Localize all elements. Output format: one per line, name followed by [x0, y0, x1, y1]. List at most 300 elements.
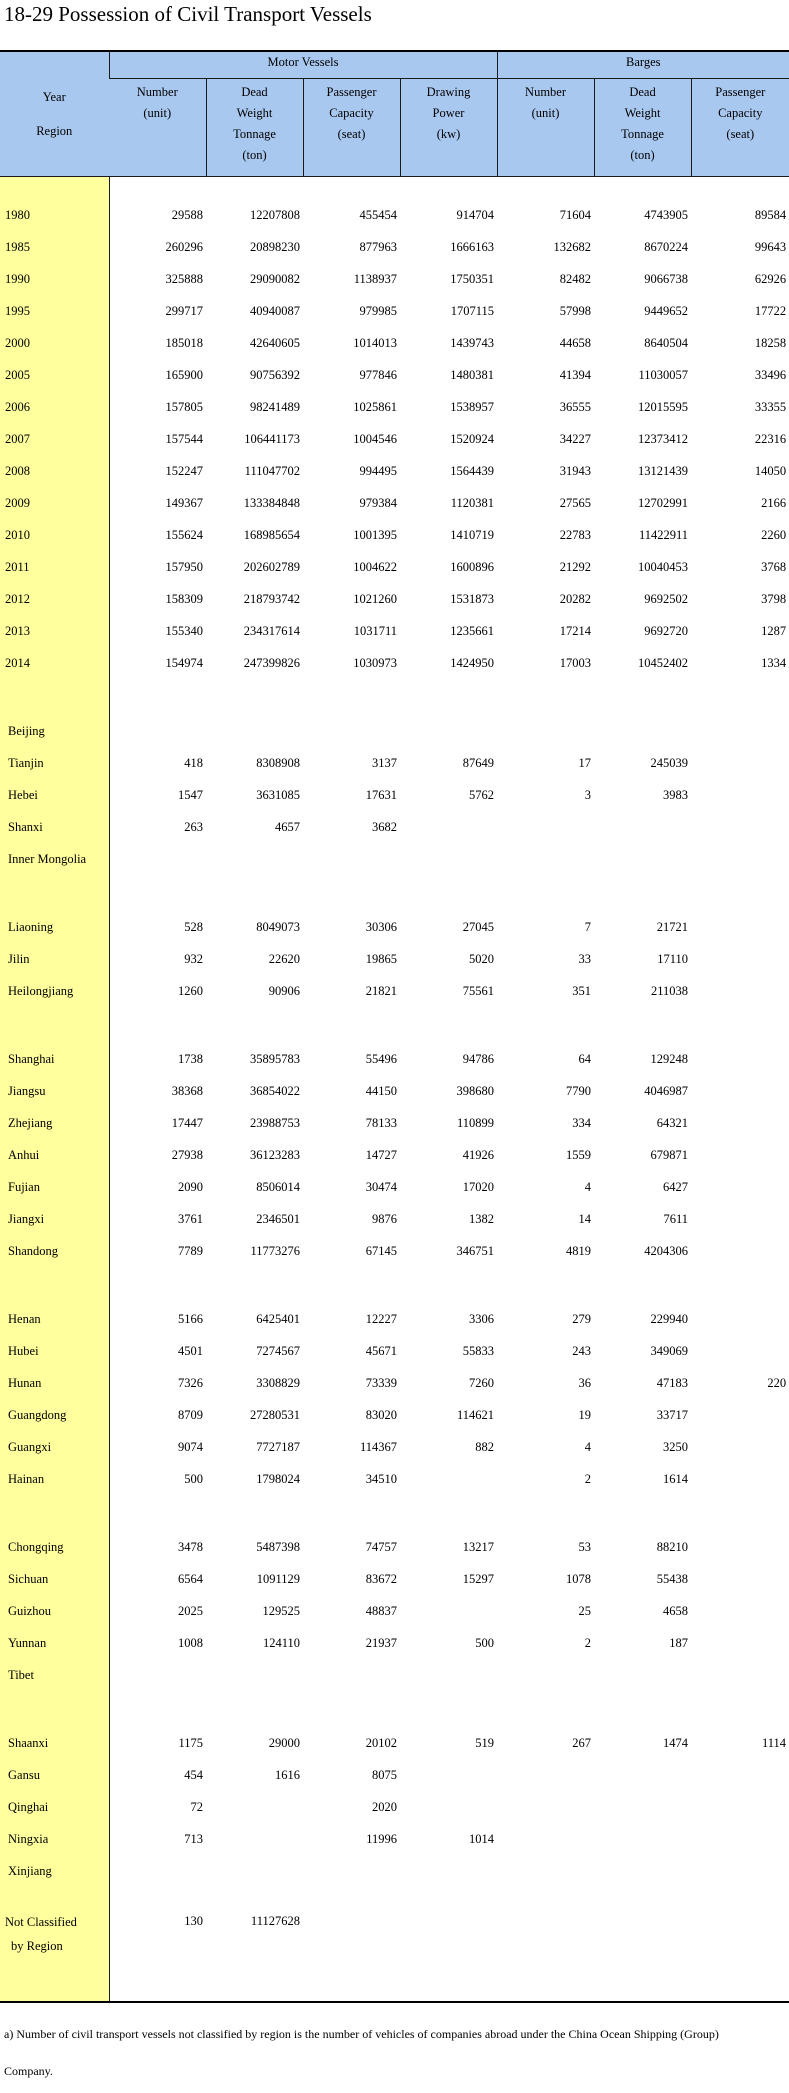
value-cell: 11127628: [250, 1914, 300, 1928]
value-cell: [206, 1659, 303, 1691]
value-cell: 243: [572, 1344, 592, 1358]
column-header-line: Tonnage: [233, 127, 276, 141]
row-label: Chongqing: [0, 1531, 109, 1563]
column-header-line: (ton): [242, 148, 267, 162]
spacer-cell: [594, 679, 691, 715]
row-label: 2014: [0, 647, 109, 679]
column-header-line: (ton): [630, 148, 655, 162]
value-cell: 14727: [365, 1148, 397, 1162]
value-cell: 149367: [165, 496, 203, 510]
value-cell: 877963: [359, 240, 397, 254]
year-row: [0, 391, 789, 423]
value-cell: 5020: [469, 952, 495, 966]
value-cell: [691, 1595, 789, 1627]
row-label: [0, 1909, 109, 1959]
value-cell: [497, 1855, 594, 1887]
value-cell: 67145: [365, 1244, 397, 1258]
value-cell: 1520924: [450, 432, 495, 446]
value-cell: 679871: [650, 1148, 689, 1162]
value-cell: [400, 1855, 497, 1887]
spacer-cell: [691, 1495, 789, 1531]
value-cell: 1559: [566, 1148, 592, 1162]
value-cell: 1564439: [450, 464, 495, 478]
value-cell: 11996: [366, 1832, 397, 1846]
value-cell: 20282: [559, 592, 592, 606]
value-cell: [109, 1659, 206, 1691]
value-cell: 62926: [754, 272, 787, 286]
value-cell: 15297: [462, 1572, 495, 1586]
spacer-cell: [691, 177, 789, 200]
value-cell: 17214: [559, 624, 592, 638]
spacer-cell: [691, 1959, 789, 2002]
spacer-cell: [206, 1495, 303, 1531]
column-header-line: Drawing: [426, 85, 471, 99]
spacer-cell: [691, 1267, 789, 1303]
row-label: Ningxia: [0, 1823, 109, 1855]
value-cell: 10452402: [638, 656, 689, 670]
value-cell: 22620: [268, 952, 300, 966]
value-cell: 4204306: [644, 1244, 689, 1258]
column-header: [109, 79, 206, 177]
region-row: [0, 779, 789, 811]
value-cell: 6427: [663, 1180, 689, 1194]
value-cell: [691, 1791, 789, 1823]
value-cell: [497, 1659, 594, 1691]
value-cell: [594, 1791, 691, 1823]
year-row: [0, 455, 789, 487]
spacer-label-cell: [0, 1007, 109, 1043]
spacer-cell: [109, 1495, 206, 1531]
row-label: 1990: [0, 263, 109, 295]
value-cell: 8308908: [256, 756, 300, 770]
value-cell: 8075: [372, 1768, 397, 1782]
value-cell: 7611: [663, 1212, 689, 1226]
value-cell: 29090082: [250, 272, 300, 286]
spacer-cell: [497, 679, 594, 715]
region-row: [0, 1171, 789, 1203]
value-cell: [497, 843, 594, 875]
spacer-cell: [400, 875, 497, 911]
value-cell: [594, 1659, 691, 1691]
value-cell: 4819: [566, 1244, 592, 1258]
region-row: [0, 1727, 789, 1759]
spacer-cell: [691, 1887, 789, 1909]
value-cell: 2260: [761, 528, 787, 542]
row-label: 2007: [0, 423, 109, 455]
spacer-row: [0, 1267, 789, 1303]
spacer-cell: [594, 1007, 691, 1043]
spacer-cell: [497, 875, 594, 911]
value-cell: 44658: [559, 336, 592, 350]
value-cell: 14: [578, 1212, 592, 1226]
row-label: Hunan: [0, 1367, 109, 1399]
spacer-cell: [206, 679, 303, 715]
value-cell: [691, 1399, 789, 1431]
value-cell: 994495: [359, 464, 397, 478]
region-row: [0, 1855, 789, 1887]
spacer-cell: [206, 1691, 303, 1727]
value-cell: [303, 1659, 400, 1691]
row-label: Hebei: [0, 779, 109, 811]
region-row: [0, 1431, 789, 1463]
value-cell: 1008: [178, 1636, 203, 1650]
spacer-cell: [303, 1691, 400, 1727]
value-cell: 20898230: [250, 240, 300, 254]
spacer-cell: [109, 1007, 206, 1043]
value-cell: 90756392: [250, 368, 300, 382]
value-cell: 17110: [657, 952, 689, 966]
spacer-cell: [400, 1959, 497, 2002]
value-cell: [594, 715, 691, 747]
value-cell: 152247: [165, 464, 203, 478]
value-cell: [691, 1075, 789, 1107]
value-cell: 187: [669, 1636, 689, 1650]
value-cell: [400, 1659, 497, 1691]
value-cell: 19865: [365, 952, 397, 966]
value-cell: 21292: [559, 560, 592, 574]
value-cell: [303, 715, 400, 747]
value-cell: 36854022: [250, 1084, 300, 1098]
value-cell: 4501: [178, 1344, 203, 1358]
value-cell: 27938: [171, 1148, 203, 1162]
spacer-cell: [400, 1267, 497, 1303]
value-cell: [206, 1791, 303, 1823]
value-cell: 21821: [365, 984, 397, 998]
value-cell: [691, 1563, 789, 1595]
footnote-line-1: a) Number of civil transport vessels not classified by region is the number of vehicles of companies abroad under the China Ocean Shipping (Group): [4, 2027, 719, 2041]
value-cell: [691, 1823, 789, 1855]
spacer-cell: [594, 1691, 691, 1727]
spacer-cell: [400, 1495, 497, 1531]
value-cell: 40940087: [250, 304, 300, 318]
row-label: Sichuan: [0, 1563, 109, 1595]
value-cell: 14050: [754, 464, 787, 478]
value-cell: 528: [184, 920, 203, 934]
value-cell: [400, 1759, 497, 1791]
value-cell: 8049073: [256, 920, 300, 934]
value-cell: 3798: [761, 592, 787, 606]
value-cell: 7: [584, 920, 592, 934]
value-cell: 1547: [178, 788, 203, 802]
spacer-cell: [109, 177, 206, 200]
spacer-cell: [109, 1887, 206, 1909]
value-cell: 12702991: [638, 496, 689, 510]
column-header: [206, 79, 303, 177]
region-row: [0, 1791, 789, 1823]
spacer-cell: [400, 177, 497, 200]
value-cell: 1114: [761, 1736, 787, 1750]
value-cell: 30474: [365, 1180, 397, 1194]
spacer-cell: [400, 1887, 497, 1909]
value-cell: [594, 1759, 691, 1791]
value-cell: 29588: [171, 208, 203, 222]
column-header-line: Capacity: [718, 106, 763, 120]
value-cell: 158309: [165, 592, 203, 606]
value-cell: 94786: [462, 1052, 495, 1066]
row-label: Xinjiang: [0, 1855, 109, 1887]
spacer-cell: [303, 679, 400, 715]
value-cell: 2: [584, 1636, 592, 1650]
value-cell: 7274567: [256, 1344, 300, 1358]
spacer-cell: [497, 1691, 594, 1727]
value-cell: 11422911: [638, 528, 689, 542]
region-row: [0, 1759, 789, 1791]
value-cell: 1030973: [353, 656, 397, 670]
value-cell: [497, 1823, 594, 1855]
value-cell: 1666163: [450, 240, 495, 254]
column-header-line: Number: [525, 85, 567, 99]
value-cell: 90906: [268, 984, 300, 998]
value-cell: 263: [184, 820, 203, 834]
row-label: 1985: [0, 231, 109, 263]
row-label: Anhui: [0, 1139, 109, 1171]
row-label: Gansu: [0, 1759, 109, 1791]
column-header-line: Number: [136, 85, 178, 99]
value-cell: 4046987: [644, 1084, 689, 1098]
value-cell: 1014: [469, 1832, 495, 1846]
header-corner-region: Region: [36, 124, 73, 138]
value-cell: 53: [578, 1540, 592, 1554]
header-corner-year: Year: [42, 90, 66, 104]
region-row: [0, 811, 789, 843]
spacer-cell: [303, 1007, 400, 1043]
value-cell: [594, 1855, 691, 1887]
year-row: [0, 423, 789, 455]
value-cell: 3983: [663, 788, 689, 802]
value-cell: 129248: [650, 1052, 689, 1066]
value-cell: 42640605: [250, 336, 300, 350]
region-row: [0, 1107, 789, 1139]
spacer-cell: [109, 1267, 206, 1303]
value-cell: [691, 975, 789, 1007]
value-cell: 165900: [165, 368, 203, 382]
spacer-cell: [497, 1007, 594, 1043]
row-label: Heilongjiang: [0, 975, 109, 1007]
region-row: [0, 1563, 789, 1595]
value-cell: 1031711: [353, 624, 397, 638]
value-cell: 57998: [559, 304, 592, 318]
spacer-cell: [691, 679, 789, 715]
value-cell: 64: [578, 1052, 592, 1066]
column-header-line: (kw): [436, 127, 461, 141]
row-label: 1980: [0, 199, 109, 231]
column-header-line: Tonnage: [621, 127, 664, 141]
row-label: Shanxi: [0, 811, 109, 843]
value-cell: 10040453: [638, 560, 689, 574]
spacer-cell: [497, 1267, 594, 1303]
column-header-line: Weight: [236, 106, 273, 120]
spacer-row: [0, 1691, 789, 1727]
value-cell: 64321: [656, 1116, 689, 1130]
value-cell: 3761: [178, 1212, 203, 1226]
spacer-cell: [594, 1887, 691, 1909]
value-cell: 1235661: [450, 624, 495, 638]
value-cell: 13121439: [638, 464, 689, 478]
column-header-line: (seat): [337, 127, 366, 141]
value-cell: 1078: [566, 1572, 592, 1586]
value-cell: 17447: [171, 1116, 203, 1130]
spacer-cell: [594, 177, 691, 200]
row-label: 2006: [0, 391, 109, 423]
value-cell: 110899: [456, 1116, 495, 1130]
value-cell: 1025861: [353, 400, 397, 414]
value-cell: [691, 747, 789, 779]
spacer-cell: [497, 1887, 594, 1909]
row-label: Guangdong: [0, 1399, 109, 1431]
region-row: [0, 1075, 789, 1107]
value-cell: 977846: [359, 368, 397, 382]
value-cell: [400, 1463, 497, 1495]
region-row: [0, 1139, 789, 1171]
value-cell: 83672: [365, 1572, 397, 1586]
value-cell: 7789: [178, 1244, 203, 1258]
spacer-cell: [691, 1691, 789, 1727]
value-cell: 229940: [650, 1312, 689, 1326]
value-cell: 98241489: [250, 400, 300, 414]
value-cell: 1382: [469, 1212, 495, 1226]
value-cell: [691, 811, 789, 843]
value-cell: [691, 1043, 789, 1075]
value-cell: 3478: [178, 1540, 203, 1554]
value-cell: 3308829: [256, 1376, 300, 1390]
value-cell: 155340: [165, 624, 203, 638]
row-label: Zhejiang: [0, 1107, 109, 1139]
year-row: [0, 583, 789, 615]
value-cell: 25: [578, 1604, 592, 1618]
spacer-cell: [109, 679, 206, 715]
value-cell: 1410719: [450, 528, 495, 542]
row-label: Jilin: [0, 943, 109, 975]
value-cell: 9066738: [644, 272, 689, 286]
header-group-barges: Barges: [497, 51, 789, 79]
value-cell: 1600896: [450, 560, 495, 574]
value-cell: [691, 1759, 789, 1791]
value-cell: 21937: [365, 1636, 397, 1650]
region-row: [0, 1399, 789, 1431]
value-cell: 5487398: [256, 1540, 300, 1554]
column-header-line: Passenger: [326, 85, 377, 99]
value-cell: 1531873: [450, 592, 495, 606]
value-cell: [691, 911, 789, 943]
value-cell: 218793742: [243, 592, 300, 606]
row-label: Hubei: [0, 1335, 109, 1367]
value-cell: 500: [475, 1636, 495, 1650]
page-title: 18-29 Possession of Civil Transport Vessels: [4, 2, 372, 26]
value-cell: 1424950: [450, 656, 495, 670]
value-cell: 17: [578, 756, 592, 770]
value-cell: 36: [578, 1376, 592, 1390]
value-cell: 245039: [650, 756, 689, 770]
value-cell: 9692502: [644, 592, 689, 606]
value-cell: 7727187: [256, 1440, 300, 1454]
value-cell: 247399826: [243, 656, 300, 670]
spacer-cell: [206, 1959, 303, 2002]
region-row: [0, 1531, 789, 1563]
column-header-line: (seat): [726, 127, 755, 141]
footnote-line-2: Company.: [4, 2064, 53, 2078]
value-cell: 299717: [165, 304, 203, 318]
year-row: [0, 615, 789, 647]
header-group-motor: Motor Vessels: [109, 51, 497, 79]
value-cell: 211038: [650, 984, 689, 998]
value-cell: [497, 1791, 594, 1823]
value-cell: 22783: [559, 528, 592, 542]
value-cell: 23988753: [250, 1116, 300, 1130]
region-row: [0, 1335, 789, 1367]
value-cell: 1260: [178, 984, 203, 998]
value-cell: 979985: [359, 304, 397, 318]
value-cell: 1091129: [256, 1572, 300, 1586]
year-row: [0, 231, 789, 263]
row-label: Hainan: [0, 1463, 109, 1495]
value-cell: 4657: [275, 820, 300, 834]
region-row: [0, 1303, 789, 1335]
region-row: [0, 1595, 789, 1627]
region-row: [0, 943, 789, 975]
value-cell: 1138937: [353, 272, 397, 286]
value-cell: 157950: [165, 560, 203, 574]
spacer-cell: [206, 875, 303, 911]
value-cell: 114621: [456, 1408, 495, 1422]
value-cell: 979384: [359, 496, 397, 510]
value-cell: [691, 1855, 789, 1887]
value-cell: [109, 1855, 206, 1887]
value-cell: 3250: [663, 1440, 689, 1454]
row-label: Guizhou: [0, 1595, 109, 1627]
column-header: [691, 79, 789, 177]
row-label: Shanghai: [0, 1043, 109, 1075]
value-cell: 99643: [754, 240, 787, 254]
value-cell: [109, 715, 206, 747]
value-cell: 78133: [365, 1116, 397, 1130]
region-row: [0, 1235, 789, 1267]
column-header-line: (unit): [531, 106, 560, 120]
column-header-line: Dead: [241, 85, 268, 99]
vessels-table: [0, 50, 789, 2003]
value-cell: [109, 843, 206, 875]
value-cell: 1439743: [450, 336, 495, 350]
value-cell: 2346501: [256, 1212, 300, 1226]
value-cell: 41394: [559, 368, 592, 382]
row-label: 2010: [0, 519, 109, 551]
value-cell: 21721: [656, 920, 689, 934]
value-cell: 30306: [365, 920, 397, 934]
value-cell: 334: [572, 1116, 592, 1130]
row-label: Guangxi: [0, 1431, 109, 1463]
row-label: Jiangsu: [0, 1075, 109, 1107]
region-row: [0, 715, 789, 747]
value-cell: 267: [572, 1736, 592, 1750]
column-header-line: Passenger: [715, 85, 766, 99]
value-cell: 1001395: [353, 528, 397, 542]
row-label: Liaoning: [0, 911, 109, 943]
spacer-row: [0, 1887, 789, 1909]
value-cell: 75561: [462, 984, 495, 998]
spacer-cell: [400, 1691, 497, 1727]
value-cell: [691, 1627, 789, 1659]
spacer-cell: [594, 1495, 691, 1531]
value-cell: 3137: [372, 756, 397, 770]
value-cell: 454: [184, 1768, 203, 1782]
value-cell: 34227: [559, 432, 592, 446]
column-header: [594, 79, 691, 177]
value-cell: 38368: [171, 1084, 203, 1098]
spacer-cell: [497, 177, 594, 200]
row-label: Shaanxi: [0, 1727, 109, 1759]
value-cell: [497, 1909, 594, 1959]
spacer-label-cell: [0, 1691, 109, 1727]
spacer-row: [0, 1495, 789, 1531]
